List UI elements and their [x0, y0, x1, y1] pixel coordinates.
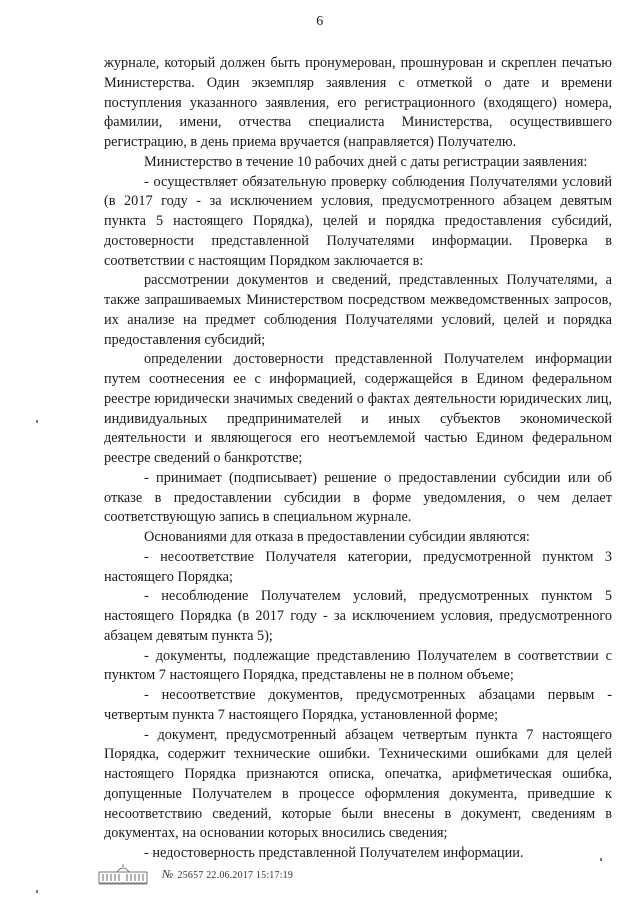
scan-edge-mark	[600, 858, 602, 861]
paragraph: - несоблюдение Получателем условий, предусмотренных пунктом 5 настоящего Порядка (в 2017 году - за исключением условия, предусмотренного абзацем девятым пункта 5);	[104, 588, 612, 644]
paragraph: - документы, подлежащие представлению Получателем в соответствии с пунктом 7 настоящего Порядка, представлены не в полном объеме;	[104, 647, 612, 684]
number-sign: №	[162, 866, 174, 881]
scan-edge-mark	[36, 890, 38, 893]
document-body	[104, 54, 612, 864]
registration-footer	[98, 862, 293, 886]
paragraph: - принимает (подписывает) решение о предоставлении субсидии или об отказе в предоставлении субсидии в форме уведомления, о чем делает соответствующую запись в специальном журнале.	[104, 469, 612, 526]
registration-number-datetime: 25657 22.06.2017 15:17:19	[177, 869, 294, 881]
paragraph: - несоответствие документов, предусмотренных абзацами первым - четвертым пункта 7 настоящего Порядка, установленной форме;	[104, 687, 612, 723]
paragraph: - документ, предусмотренный абзацем четвертым пункта 7 настоящего Порядка, содержит технические ошибки. Техническими ошибками для целей настоящего Порядка признаются описка, опечатка, арифметическая ошибка, допущенные Получателем в процессе оформления документа, приведшие к несоответствию сведений, которые были внесены в документ, сведениям в документах, на основании которых вносились сведения;	[104, 726, 612, 842]
paragraph: определении достоверности представленной Получателем информации путем соотнесения ее с информацией, содержащейся в Едином федеральном реестре юридически значимых сведений о фактах деятельности юридических лиц, индивидуальных предпринимателей и иных субъектов экономической деятельности и являющегося его неотъемлемой частью Едином федеральном реестре сведений о банкротстве;	[104, 351, 612, 466]
page-number: 6	[316, 14, 324, 29]
paragraph: - осуществляет обязательную проверку соблюдения Получателями условий (в 2017 году - за исключением условия, предусмотренного абзацем девятым пункта 5 настоящего Порядка), целей и порядка предоставления субсидий, достоверности представленной Получателями информации. Проверка в соответствии с настоящим Порядком заключается в:	[104, 173, 612, 269]
paragraph: рассмотрении документов и сведений, представленных Получателями, а также запрашиваемых Министерством посредством межведомственных запросов, их анализе на предмет соблюдения Получателями условий, целей и порядка предоставления субсидий;	[104, 272, 612, 348]
government-building-stamp-icon	[98, 863, 148, 885]
paragraph: Основаниями для отказа в предоставлении субсидии являются:	[144, 529, 530, 545]
paragraph: - недостоверность представленной Получателем информации.	[144, 845, 524, 861]
paragraph: - несоответствие Получателя категории, предусмотренной пунктом 3 настоящего Порядка;	[104, 548, 612, 585]
paragraph: Министерство в течение 10 рабочих дней с даты регистрации заявления:	[144, 153, 588, 170]
paragraph: журнале, который должен быть пронумерован, прошнурован и скреплен печатью Министерства. Один экземпляр заявления с отметкой о дате и времени поступления указанного заявления, его регистрационного (входящего) номера, фамилии, имени, отчества специалиста Министерства, осуществившего регистрацию, в день приема вручается (направляется) Получателю.	[104, 55, 612, 150]
scan-edge-mark	[36, 420, 38, 423]
registration-stamp	[162, 867, 293, 882]
